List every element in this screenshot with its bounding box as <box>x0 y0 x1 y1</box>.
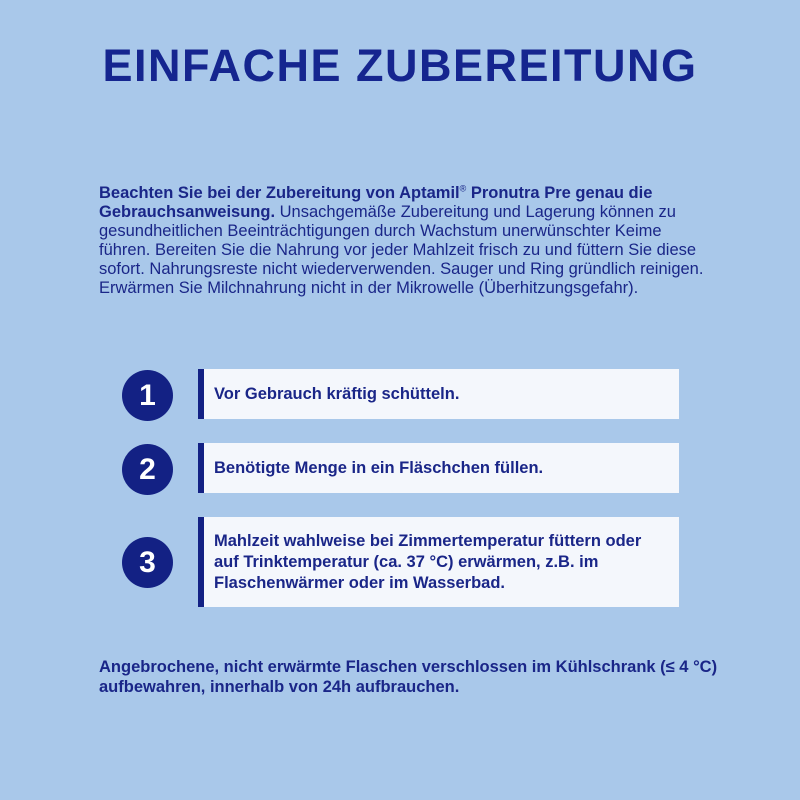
step-instruction-box <box>198 369 679 419</box>
step-instruction-text: Vor Gebrauch kräftig schütteln. <box>214 384 460 403</box>
step-number-badge: 2 <box>122 444 173 495</box>
storage-note: Angebrochene, nicht erwärmte Flaschen verschlossen im Kühlschrank (≤ 4 °C) aufbewahren, innerhalb von 24h aufbrauchen. <box>99 658 718 696</box>
step-number-badge: 1 <box>122 370 173 421</box>
registered-mark: ® <box>459 183 467 194</box>
step-instruction-text: Mahlzeit wahlweise bei Zimmertemperatur füttern oder auf Trinktemperatur (ca. 37 °C) erwärmen, z.B. im Flaschenwärmer oder im Wasserbad. <box>214 531 642 592</box>
intro-text <box>99 184 711 298</box>
intro-bold-text-start: Beachten Sie bei der Zubereitung von Aptamil <box>99 184 460 202</box>
step-instruction-text: Benötigte Menge in ein Fläschchen füllen. <box>214 458 544 477</box>
page-title: EINFACHE ZUBEREITUNG <box>102 40 698 91</box>
step-instruction-box <box>198 443 679 493</box>
intro-regular-text: Unsachgemäße Zubereitung und Lagerung können zu gesundheitlichen Beeinträchtigungen durch Wachstum unerwünschter Keime führen. Bereiten Sie die Nahrung vor jeder Mahlzeit frisch zu und füttern Sie diese sofort. Nahrungsreste nicht wiederverwenden. Sauger und Ring gründlich reinigen. Erwärmen Sie Milchnahrung nicht in der Mikrowelle (Überhitzungsgefahr). <box>99 203 704 297</box>
intro-bold-text-end: Pronutra Pre genau die Gebrauchsanweisung. <box>99 184 653 221</box>
step-number-badge: 3 <box>122 537 173 588</box>
step-instruction-box <box>198 517 679 607</box>
